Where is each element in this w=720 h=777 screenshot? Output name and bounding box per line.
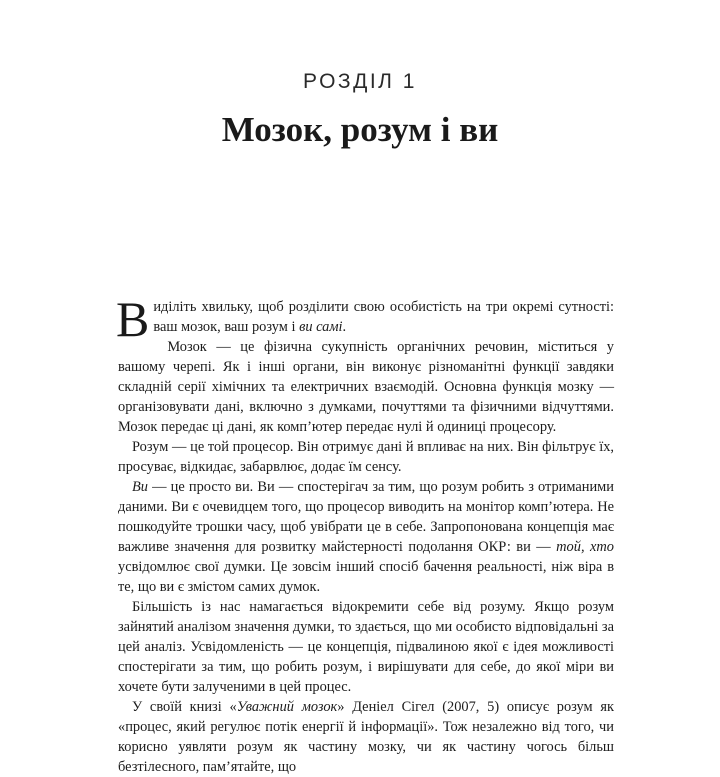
paragraph-2: Мозок — це фізична сукупність органічних речовин, міститься у вашому черепі. Як і інші органи, він виконує різноманітні функції завдяки складній серії хімічних та електричних взаємодій. Основна функція мозку — організовувати дані, включно з думками, почуттями та фізичними відчуттями. Мозок передає ці дані, як комп’ютер передає нулі й одиниці процесору.	[118, 339, 614, 435]
chapter-label: РОЗДІЛ 1	[303, 70, 417, 93]
paragraph-6	[118, 697, 614, 777]
paragraph-1	[116, 291, 614, 347]
paragraph-4	[118, 477, 614, 597]
paragraph-1-text-1: иділіть хвильку, щоб розділити свою особистість на три окремі сутності: ваш мозок, ваш розум і	[153, 299, 614, 335]
paragraph-4-emphasis-1: Ви	[132, 479, 148, 495]
paragraph-4-text-2: усвідомлює свої думки. Це зовсім інший спосіб бачення реальності, ніж віра в те, що ви є змістом самих думок.	[118, 559, 614, 595]
paragraph-4-text-1: — це просто ви. Ви — спостерігач за тим, що розум робить з отриманими даними. Ви є очевидцем того, що процесор виводить на монітор комп’ютера. Не пошкодуйте трошки часу, щоб увібрати це в себе. Запропонована концепція має важливе значення для розвитку майстерності подолання ОКР: ви —	[118, 479, 614, 555]
drop-cap: В	[116, 291, 150, 347]
paragraph-3: Розум — це той процесор. Він отримує дані й впливає на них. Він фільтрує їх, просуває, відкидає, забарвлює, додає їм сенсу.	[118, 439, 614, 475]
body-text	[116, 291, 615, 777]
chapter-title: Мозок, розум і ви	[221, 110, 499, 149]
paragraph-6-text-1: У своїй книзі «	[132, 699, 237, 715]
paragraph-6-book-title: Уважний мозок	[236, 699, 338, 715]
paragraph-5: Більшість із нас намагається відокремити себе від розуму. Якщо розум зайнятий аналізом значення думки, то здається, що ми особисто відповідальні за цей аналіз. Усвідомленість — це концепція, підвалиною якої є ідея можливості спостерігати за тим, що робить розум, і вирішувати для себе, до якої міри ви хочете бути залученими в цей процес.	[118, 599, 614, 695]
paragraph-6-text-2: » Деніел Сігел (2007, 5) описує розум як «процес, який регулює потік енергії й інформації». Тож незалежно від того, чи корисно уявляти розум як частину мозку, чи як частину чогось більш безтілесного, пам’ятайте, що	[118, 699, 615, 775]
paragraph-1-text-2: .	[342, 319, 347, 335]
paragraph-4-emphasis-2: той, хто	[556, 539, 614, 555]
paragraph-1-emphasis: ви самі	[299, 319, 343, 335]
